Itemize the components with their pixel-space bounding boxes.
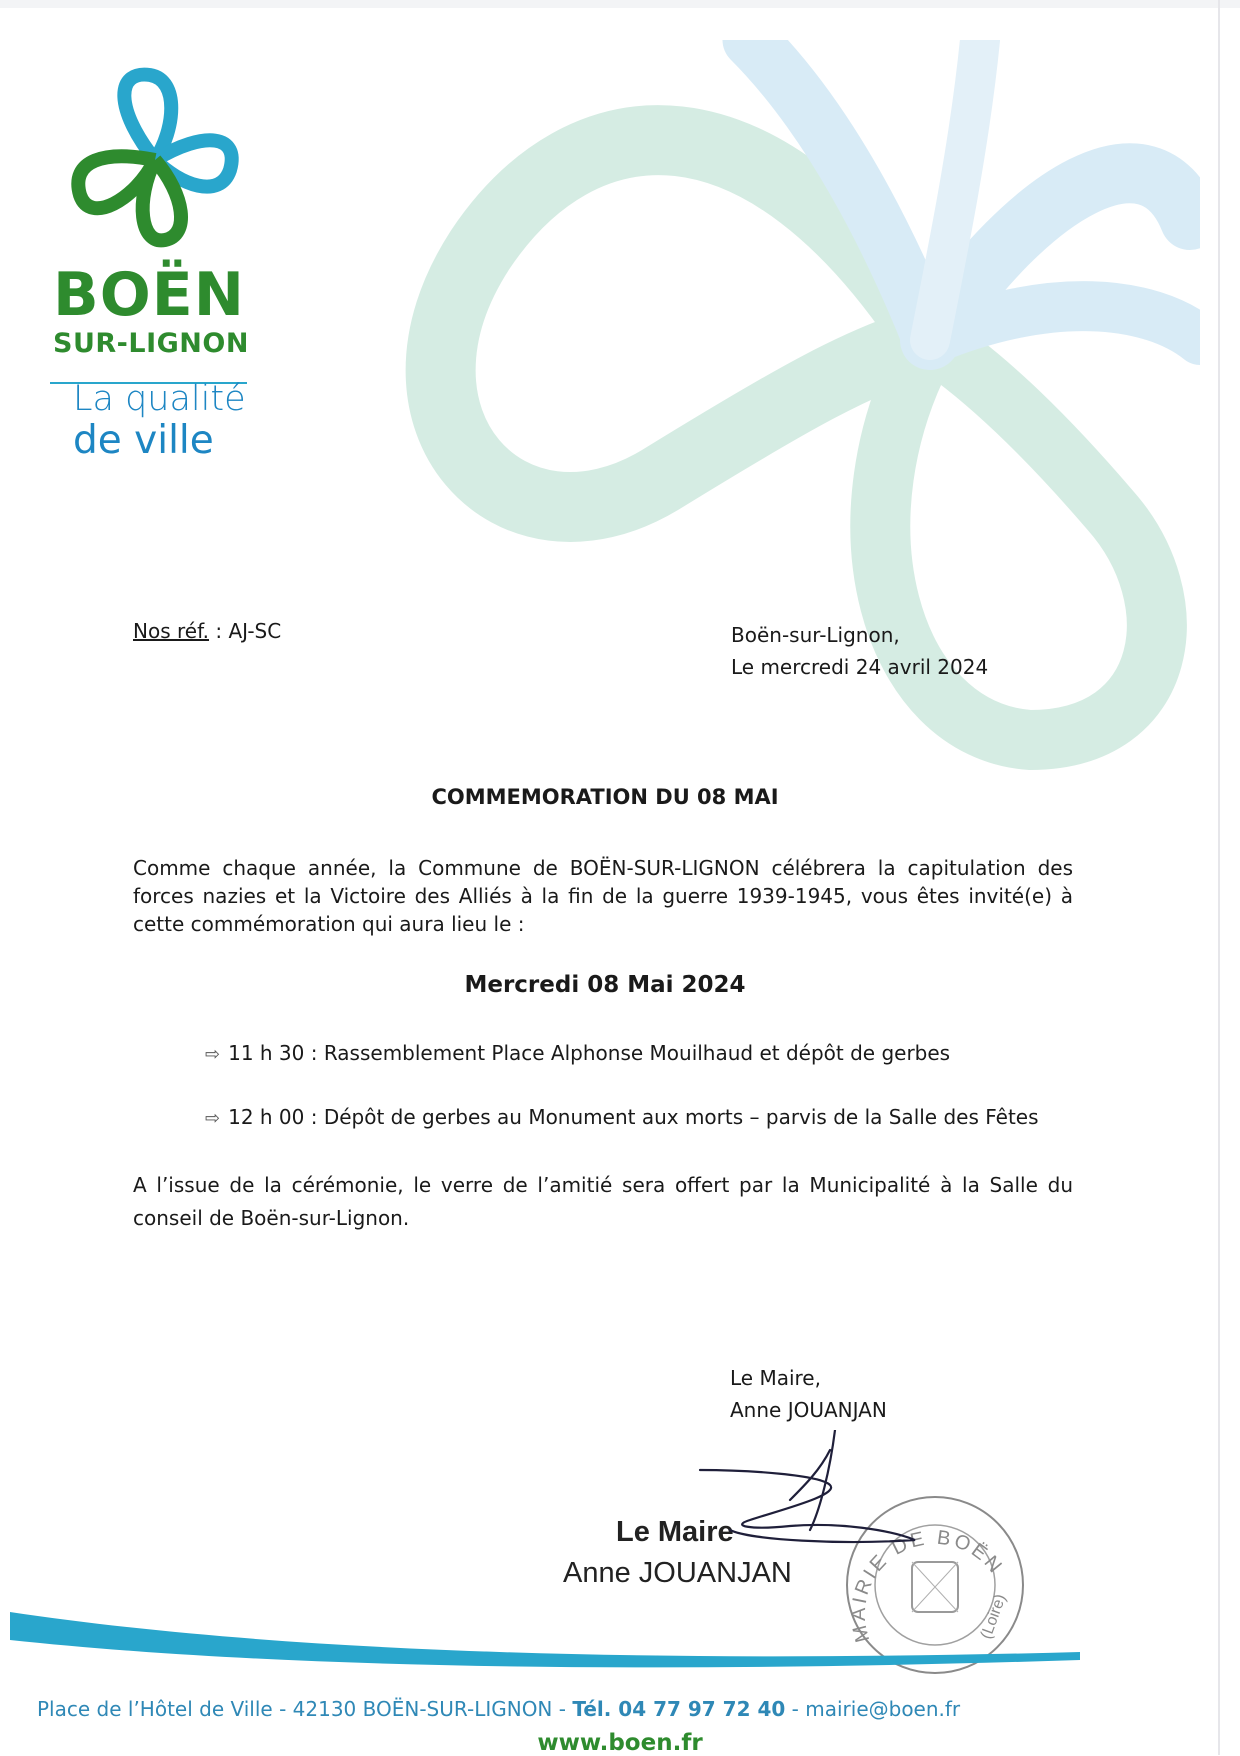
place-date [731, 619, 988, 683]
signature-title: Le Maire, [730, 1366, 821, 1390]
handwritten-signature [690, 1430, 920, 1560]
seal-text: MAIRIE DE BOËN [847, 1526, 1008, 1645]
schedule-text: 11 h 30 : Rassemblement Place Alphonse Mouilhaud et dépôt de gerbes [228, 1041, 951, 1065]
reference-label: Nos réf. [133, 619, 210, 643]
seal-subtext: (Loire) [977, 1592, 1010, 1642]
event-date: Mercredi 08 Mai 2024 [464, 972, 746, 998]
signature-name: Anne JOUANJAN [730, 1398, 887, 1422]
schedule-item [205, 1103, 1039, 1133]
arrow-right-icon: ⇨ [205, 1044, 221, 1065]
closing-paragraph: A l’issue de la cérémonie, le verre de l’amitié sera offert par la Municipalité à la Salle du conseil de Boën-sur-Lignon. [133, 1173, 1073, 1230]
arrow-right-icon: ⇨ [205, 1108, 221, 1129]
stamp-title: Le Maire [616, 1516, 734, 1548]
footer-swoosh [10, 1612, 1080, 1672]
signature-block [730, 1362, 887, 1426]
logo-tagline-1: La qualité [73, 379, 246, 419]
footer-address [37, 1697, 960, 1721]
logo-subname: SUR-LIGNON [53, 328, 249, 359]
footer-address-text: Place de l’Hôtel de Ville - 42130 BOËN-SUR-LIGNON - [37, 1697, 573, 1721]
footer-website: www.boen.fr [537, 1730, 703, 1756]
date: Le mercredi 24 avril 2024 [731, 655, 989, 679]
schedule-item [205, 1039, 950, 1069]
clover-watermark [330, 40, 1200, 840]
reference-value: : AJ-SC [209, 619, 282, 643]
place: Boën-sur-Lignon, [731, 623, 900, 647]
schedule-text: 12 h 00 : Dépôt de gerbes au Monument aux morts – parvis de la Salle des Fêtes [228, 1105, 1039, 1129]
footer-phone: Tél. 04 77 97 72 40 [572, 1697, 786, 1721]
clover-logo-icon [55, 60, 255, 260]
boen-logo [45, 60, 265, 480]
logo-name: BOËN [53, 260, 245, 330]
document-title: COMMEMORATION DU 08 MAI [431, 785, 779, 809]
stamp-name: Anne JOUANJAN [563, 1557, 792, 1589]
footer-email: - mairie@boen.fr [785, 1697, 961, 1721]
intro-paragraph: Comme chaque année, la Commune de BOËN-SUR-LIGNON célébrera la capitulation des forces nazies et la Victoire des Alliés à la fin de la guerre 1939-1945, vous êtes invité(e) à cette commémoration qui aura lieu le : [133, 856, 1073, 936]
logo-tagline-2: de ville [73, 418, 214, 463]
reference [133, 619, 281, 643]
